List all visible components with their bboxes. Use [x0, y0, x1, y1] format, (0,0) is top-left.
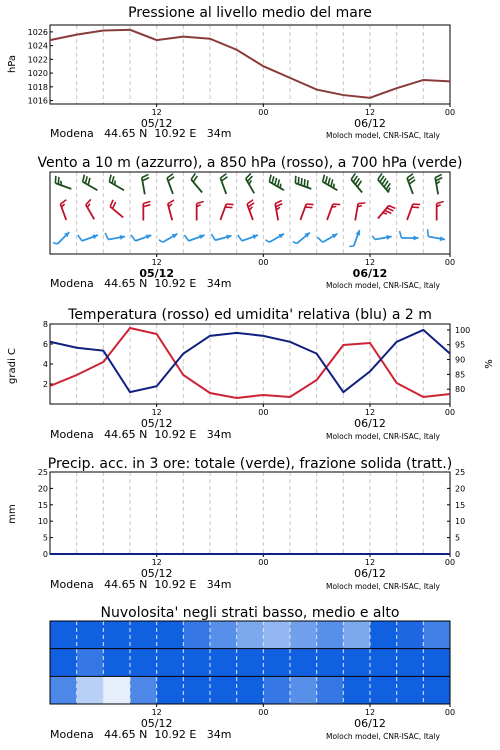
y-tick-label-right: 90 — [455, 355, 466, 365]
wind-barb-10m — [372, 235, 391, 240]
cloud-cell-medio — [77, 649, 104, 677]
cloud-cell-medio — [183, 649, 210, 677]
date-label: 06/12 — [354, 567, 386, 580]
cloud-cell-alto — [183, 621, 210, 649]
location-label: Modena 44.65 N 10.92 E 34m — [50, 277, 232, 290]
x-tick-label: 00 — [258, 108, 269, 117]
date-label: 05/12 — [140, 567, 173, 580]
x-tick-label: 00 — [444, 258, 456, 267]
pressure-title: Pressione al livello medio del mare — [128, 5, 372, 21]
y-tick-label: 1016 — [27, 96, 48, 106]
y-axis-label: gradi C — [7, 348, 18, 384]
x-tick-label: 00 — [258, 408, 269, 417]
wind-barb-850hPa — [220, 204, 233, 220]
temp-title: Temperatura (rosso) ed umidita' relativa (blu) a 2 m — [68, 307, 432, 323]
y-tick-label-right: 25 — [455, 468, 466, 477]
precip-title: Precip. acc. in 3 ore: totale (verde), frazione solida (tratt.) — [47, 456, 453, 472]
cloud-cell-alto — [370, 621, 397, 649]
wind-barb-850hPa — [327, 204, 340, 220]
cloud-cell-alto — [237, 621, 264, 649]
wind-barb-700hPa — [109, 175, 124, 191]
cloud-cell-basso — [423, 676, 450, 704]
cloud-cell-alto — [130, 621, 157, 649]
wind-barb-850hPa — [247, 200, 254, 220]
wind-barb-10m — [317, 234, 337, 243]
cloud-cell-basso — [397, 676, 424, 704]
date-label: 05/12 — [140, 117, 173, 130]
pressure-line — [50, 30, 450, 98]
y-tick-label-right: 80 — [455, 385, 466, 395]
cloud-cell-basso — [290, 676, 317, 704]
y-axis-label: mm — [7, 504, 18, 524]
cloud-title: Nuvolosita' negli strati basso, medio e alto — [100, 605, 400, 621]
cloud-cell-medio — [103, 649, 130, 677]
cloud-cell-basso — [210, 676, 237, 704]
wind-barb-10m — [159, 234, 177, 243]
plot-frame — [50, 472, 450, 554]
y-tick-label: 20 — [37, 484, 48, 494]
cloud-cell-alto — [210, 621, 237, 649]
cloud-cell-medio — [210, 649, 237, 677]
y-tick-label-right: 85 — [455, 370, 466, 380]
wind-barb-850hPa — [143, 202, 150, 221]
cloud-cell-alto — [263, 621, 290, 649]
x-tick-label: 12 — [364, 708, 376, 717]
y-tick-label: 1020 — [27, 69, 48, 79]
cloud-cell-alto — [397, 621, 424, 649]
date-label: 05/12 — [140, 417, 173, 430]
x-tick-label: 00 — [258, 258, 269, 267]
cloud-cell-basso — [237, 676, 264, 704]
date-label: 05/12 — [139, 267, 174, 280]
x-tick-label: 12 — [364, 258, 376, 267]
wind-barb-850hPa — [60, 200, 66, 220]
y-tick-label: 15 — [37, 500, 48, 510]
model-credit: Moloch model, CNR-ISAC, Italy — [326, 131, 440, 140]
wind-barb-850hPa — [168, 200, 174, 220]
cloud-cell-basso — [50, 676, 77, 704]
wind-barb-10m — [131, 234, 151, 240]
wind-barb-700hPa — [83, 175, 98, 191]
date-label: 06/12 — [354, 117, 386, 130]
model-credit: Moloch model, CNR-ISAC, Italy — [326, 432, 440, 441]
wind-barb-700hPa — [55, 176, 71, 189]
y-tick-label: 0 — [42, 550, 48, 559]
cloud-cell-medio — [50, 649, 77, 677]
cloud-cell-medio — [263, 649, 290, 677]
cloud-cell-basso — [183, 676, 210, 704]
wind-barb-700hPa — [246, 173, 255, 193]
y-tick-label-right: 5 — [455, 533, 461, 543]
cloud-cell-basso — [370, 676, 397, 704]
wind-barb-10m — [105, 233, 125, 240]
humidity-line — [50, 330, 450, 392]
cloud-cell-medio — [343, 649, 370, 677]
model-credit: Moloch model, CNR-ISAC, Italy — [326, 582, 440, 591]
wind-barb-700hPa — [435, 174, 442, 194]
x-tick-label: 00 — [444, 558, 456, 567]
wind-barb-10m — [211, 234, 231, 240]
y-tick-label: 8 — [42, 320, 48, 329]
wind-barb-700hPa — [167, 174, 174, 194]
y-axis-label: hPa — [7, 54, 18, 74]
y-tick-label: 1024 — [27, 41, 48, 51]
cloud-cell-medio — [157, 649, 184, 677]
cloud-cell-basso — [343, 676, 370, 704]
y-tick-label-right: 95 — [455, 340, 466, 350]
x-tick-label: 00 — [444, 408, 456, 417]
wind-barb-10m — [184, 234, 204, 240]
location-label: Modena 44.65 N 10.92 E 34m — [50, 428, 232, 441]
y-tick-label: 25 — [37, 468, 48, 477]
y-tick-label: 1022 — [27, 55, 48, 65]
cloud-cell-medio — [237, 649, 264, 677]
x-tick-label: 12 — [151, 558, 162, 567]
cloud-cell-medio — [317, 649, 344, 677]
date-label: 06/12 — [352, 267, 388, 280]
wind-barb-700hPa — [407, 174, 415, 194]
wind-barb-10m — [428, 229, 445, 241]
x-tick-label: 12 — [151, 708, 162, 717]
wind-barb-850hPa — [275, 200, 282, 220]
y-tick-label-right: 100 — [455, 325, 471, 335]
y-tick-label: 4 — [42, 360, 48, 369]
x-tick-label: 12 — [151, 108, 162, 117]
date-label: 05/12 — [140, 717, 173, 730]
y-tick-label: 6 — [42, 340, 48, 349]
model-credit: Moloch model, CNR-ISAC, Italy — [326, 281, 440, 290]
wind-barb-10m — [238, 234, 258, 240]
date-label: 06/12 — [354, 717, 386, 730]
cloud-cell-alto — [343, 621, 370, 649]
wind-barb-700hPa — [142, 174, 149, 194]
cloud-cell-basso — [317, 676, 344, 704]
y-tick-label-right: 0 — [455, 550, 461, 559]
location-label: Modena 44.65 N 10.92 E 34m — [50, 578, 232, 591]
y-axis-label-right: % — [484, 359, 495, 369]
y-tick-label: 1026 — [27, 27, 48, 37]
x-tick-label: 00 — [258, 558, 269, 567]
cloud-cell-alto — [290, 621, 317, 649]
x-tick-label: 00 — [444, 108, 456, 117]
y-tick-label: 10 — [37, 517, 48, 527]
cloud-cell-alto — [317, 621, 344, 649]
cloud-cell-alto — [157, 621, 184, 649]
x-tick-label: 12 — [364, 408, 376, 417]
cloud-cell-medio — [370, 649, 397, 677]
wind-barb-850hPa — [110, 200, 123, 218]
y-tick-label-right: 10 — [455, 517, 466, 527]
y-tick-label: 2 — [42, 380, 48, 389]
wind-barb-700hPa — [295, 176, 311, 189]
cloud-cell-basso — [263, 676, 290, 704]
wind-barb-700hPa — [323, 175, 338, 191]
wind-title: Vento a 10 m (azzurro), a 850 hPa (rosso), a 700 hPa (verde) — [37, 155, 463, 171]
cloud-cell-alto — [103, 621, 130, 649]
wind-barb-700hPa — [220, 174, 227, 194]
wind-barb-10m — [400, 231, 419, 241]
cloud-cell-medio — [290, 649, 317, 677]
x-tick-label: 00 — [444, 708, 456, 717]
location-label: Modena 44.65 N 10.92 E 34m — [50, 728, 232, 741]
wind-barb-850hPa — [300, 204, 313, 220]
plot-frame — [50, 25, 450, 104]
wind-barb-10m — [293, 233, 310, 244]
y-tick-label: 1018 — [27, 82, 48, 92]
wind-barb-700hPa — [191, 173, 202, 192]
y-tick-label: 5 — [42, 533, 48, 543]
wind-barb-700hPa — [269, 175, 284, 191]
y-tick-label-right: 15 — [455, 500, 466, 510]
cloud-cell-basso — [157, 676, 184, 704]
cloud-cell-basso — [77, 676, 104, 704]
x-tick-label: 12 — [364, 558, 376, 567]
wind-barb-850hPa — [378, 205, 396, 218]
wind-barb-850hPa — [197, 202, 204, 221]
wind-barb-850hPa — [355, 203, 365, 220]
cloud-cell-alto — [50, 621, 77, 649]
x-tick-label: 12 — [151, 258, 162, 267]
cloud-cell-medio — [397, 649, 424, 677]
x-tick-label: 12 — [364, 108, 376, 117]
cloud-cell-alto — [77, 621, 104, 649]
date-label: 06/12 — [354, 417, 386, 430]
x-tick-label: 00 — [258, 708, 269, 717]
y-tick-label-right: 20 — [455, 484, 466, 494]
cloud-cell-basso — [130, 676, 157, 704]
wind-barb-700hPa — [351, 173, 362, 192]
temperature-line — [50, 328, 450, 398]
model-credit: Moloch model, CNR-ISAC, Italy — [326, 732, 440, 741]
cloud-cell-alto — [423, 621, 450, 649]
cloud-cell-medio — [423, 649, 450, 677]
wind-barb-700hPa — [378, 173, 390, 192]
location-label: Modena 44.65 N 10.92 E 34m — [50, 127, 232, 140]
x-tick-label: 12 — [151, 408, 162, 417]
wind-barb-10m — [78, 234, 98, 240]
cloud-cell-basso — [103, 676, 130, 704]
plot-frame — [50, 324, 450, 404]
cloud-cell-medio — [130, 649, 157, 677]
wind-barb-10m — [349, 230, 360, 246]
wind-barb-10m — [266, 234, 284, 243]
wind-barb-850hPa — [86, 199, 95, 219]
wind-barb-10m — [53, 232, 69, 244]
wind-barb-850hPa — [437, 202, 444, 221]
wind-barb-850hPa — [407, 204, 420, 220]
